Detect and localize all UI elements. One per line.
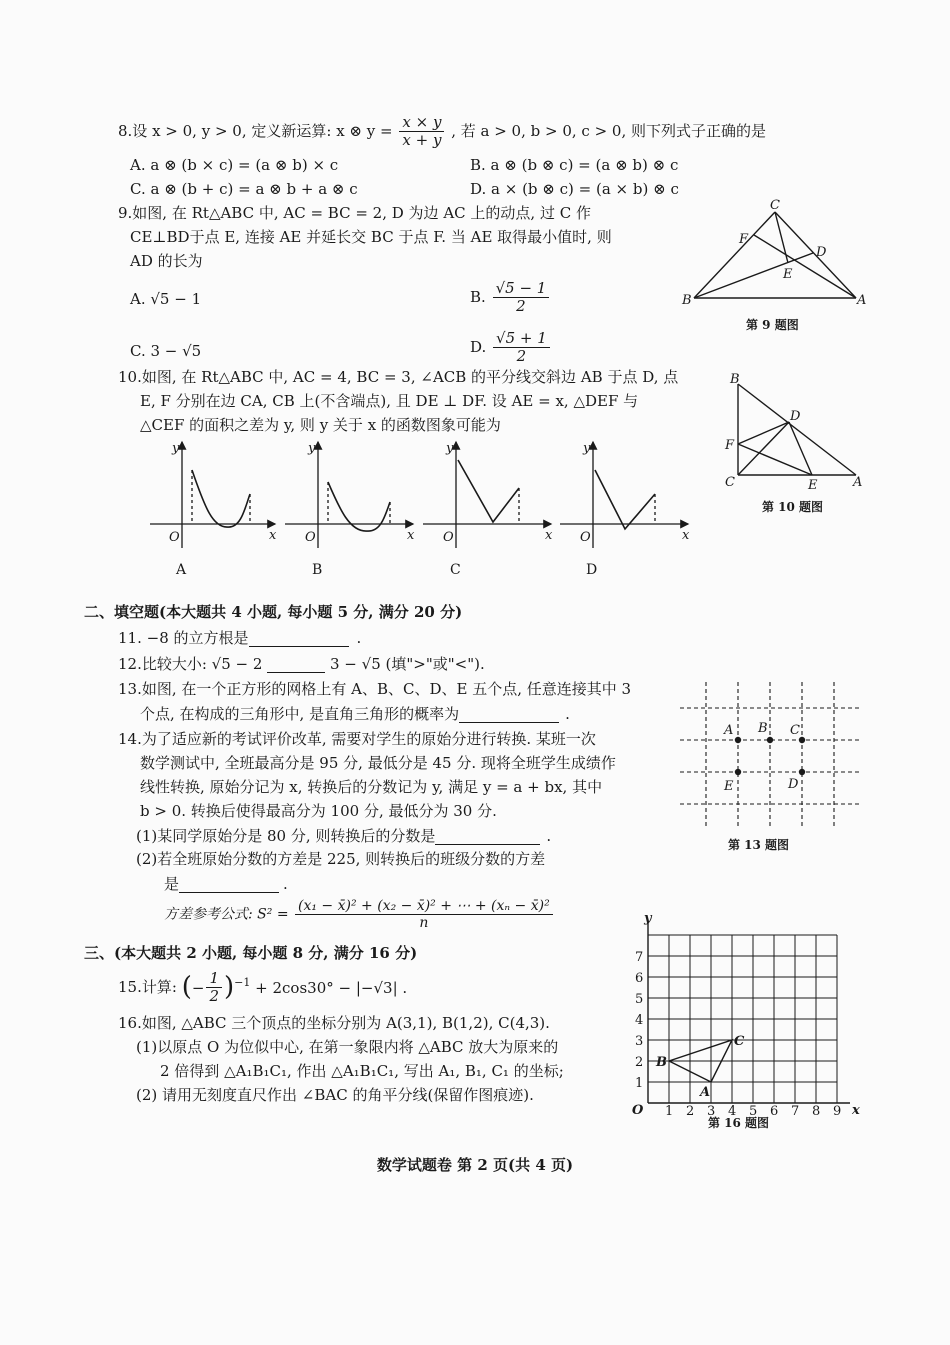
q9-figure xyxy=(680,198,870,338)
q16-x-tick-6: 6 xyxy=(770,1104,779,1119)
q13-figure xyxy=(676,676,862,856)
q11 xyxy=(118,628,361,647)
q16-y-tick-2: 2 xyxy=(635,1055,644,1070)
q9-option-d-num: √5 + 1 xyxy=(493,330,550,348)
q10-graph-label-c: C xyxy=(450,562,461,578)
q10b-origin: O xyxy=(305,530,316,545)
q13-label-a: A xyxy=(724,723,734,738)
q12-post: 3 − √5 (填">"或"<"). xyxy=(330,655,485,673)
q15-num: 1 xyxy=(206,970,222,988)
q9-line-bc xyxy=(694,212,775,298)
q16-figure xyxy=(620,908,870,1130)
q10-label-f: F xyxy=(725,438,735,453)
q16-y-tick-1: 1 xyxy=(635,1076,644,1091)
q16-label-y: y xyxy=(644,911,652,926)
q16-y-tick-3: 3 xyxy=(635,1034,644,1049)
variance-formula-num: (x₁ − x̄)² + (x₂ − x̄)² + ⋯ + (xₙ − x̄)² xyxy=(295,898,553,915)
q8-option-c: C. a ⊗ (b + c) = a ⊗ b + a ⊗ c xyxy=(130,180,358,198)
q10-graph-label-a: A xyxy=(176,562,187,578)
q11-blank[interactable] xyxy=(249,628,349,647)
q15-fraction xyxy=(206,970,222,1006)
q9-option-d xyxy=(470,330,552,366)
q10-label-a: A xyxy=(853,475,863,490)
q14-line-2: 数学测试中, 全班最高分是 95 分, 最低分是 45 分. 现将全班学生成绩作 xyxy=(140,754,616,772)
q16-x-tick-2: 2 xyxy=(686,1104,695,1119)
q13-label-c: C xyxy=(790,723,800,738)
q9-option-b-den: 2 xyxy=(516,297,526,316)
q9-option-b-label: B. xyxy=(470,287,486,306)
q16-x-tick-9: 9 xyxy=(833,1104,842,1119)
q10-label-b: B xyxy=(730,372,740,387)
q10-figure xyxy=(722,370,872,520)
q10a-curve xyxy=(192,470,250,527)
q9-label-b: B xyxy=(682,293,692,308)
q14-sub-2-end: . xyxy=(283,875,288,893)
q10d-polyline xyxy=(595,470,655,529)
q13-line-1: 13.如图, 在一个正方形的网格上有 A、B、C、D、E 五个点, 任意连接其中 3 xyxy=(118,680,632,698)
q8-option-d: D. a × (b ⊗ c) = (a × b) ⊗ c xyxy=(470,180,679,198)
q10d-origin: O xyxy=(580,530,591,545)
q10-label-c: C xyxy=(725,475,735,490)
section2-title: 二、填空题(本大题共 4 小题, 每小题 5 分, 满分 20 分) xyxy=(84,603,463,621)
q9-label-a: A xyxy=(857,293,867,308)
q9-label-f: F xyxy=(739,232,749,247)
q8-frac-den: x + y xyxy=(402,131,442,150)
q9-label-e: E xyxy=(783,267,793,282)
q10-graphs xyxy=(145,436,705,581)
q15-minus: − xyxy=(191,978,205,997)
q16-y-tick-7: 7 xyxy=(635,950,644,965)
q10-line-cd xyxy=(738,422,789,475)
q16-y-tick-6: 6 xyxy=(635,971,644,986)
q16-label-b: B xyxy=(656,1055,667,1070)
q15 xyxy=(118,970,407,1006)
q10c-origin: O xyxy=(443,530,454,545)
page-footer: 数学试题卷 第 2 页(共 4 页) xyxy=(376,1156,574,1174)
q9-option-a: A. √5 − 1 xyxy=(130,290,202,308)
q16-grid xyxy=(648,935,837,1103)
q9-option-b xyxy=(470,280,551,316)
variance-formula-fraction xyxy=(295,898,553,931)
q9-option-d-label: D. xyxy=(470,337,487,356)
q16-label-a: A xyxy=(700,1085,711,1100)
q10b-x-label: x xyxy=(407,528,415,543)
q16-label-o: O xyxy=(632,1103,644,1118)
q13-blank[interactable] xyxy=(459,704,559,723)
q13-label-e: E xyxy=(724,779,734,794)
q14-sub-1-end: . xyxy=(546,827,552,845)
q10d-x-label: x xyxy=(682,528,690,543)
q16-x-tick-8: 8 xyxy=(812,1104,821,1119)
q15-paren-close: ) xyxy=(223,972,235,1003)
q14-sub-2-blank[interactable] xyxy=(179,874,279,893)
q10-graph-label-d: D xyxy=(586,562,598,578)
section3-title: 三、(本大题共 2 小题, 每小题 8 分, 满分 16 分) xyxy=(84,944,418,962)
q14-sub-1 xyxy=(136,826,551,845)
variance-formula-den: n xyxy=(419,915,429,932)
q8-option-a: A. a ⊗ (b × c) = (a ⊗ b) × c xyxy=(130,156,339,174)
q10-line-3: △CEF 的面积之差为 y, 则 y 关于 x 的函数图象可能为 xyxy=(140,416,501,434)
q10c-y-label: y xyxy=(446,441,454,456)
q16-label-x: x xyxy=(852,1103,860,1118)
q9-label-d: D xyxy=(816,245,827,260)
q16-line-1: 16.如图, △ABC 三个顶点的坐标分别为 A(3,1), B(1,2), C(4,3). xyxy=(118,1014,550,1032)
q16-sub-1b: 2 倍得到 △A₁B₁C₁, 作出 △A₁B₁C₁, 写出 A₁, B₁, C₁ 的坐标; xyxy=(160,1062,564,1080)
q16-y-tick-4: 4 xyxy=(635,1013,644,1028)
q10-line-df xyxy=(738,422,789,444)
q14-sub-1-blank[interactable] xyxy=(435,826,540,845)
q9-option-b-fraction xyxy=(493,280,550,316)
q10-caption: 第 10 题图 xyxy=(762,500,824,514)
q14-sub-2b-text: 是 xyxy=(164,875,180,893)
q16-x-tick-5: 5 xyxy=(749,1104,758,1119)
q14-line-4: b > 0. 转换后使得最高分为 100 分, 最低分为 30 分. xyxy=(140,802,497,820)
q16-y-ticks xyxy=(635,950,643,1091)
q15-den: 2 xyxy=(209,987,219,1006)
q9-line-1: 9.如图, 在 Rt△ABC 中, AC = BC = 2, D 为边 AC 上的动点, 过 C 作 xyxy=(118,204,591,222)
q13-caption: 第 13 题图 xyxy=(728,838,790,852)
q13-point-a xyxy=(735,737,741,743)
q11-text: 11. −8 的立方根是 xyxy=(118,629,249,647)
q10-line-1: 10.如图, 在 Rt△ABC 中, AC = 4, BC = 3, ∠ACB 的平分线交斜边 AB 于点 D, 点 xyxy=(118,368,679,386)
q10-line-ba xyxy=(738,384,856,475)
q11-end: . xyxy=(356,629,362,647)
q9-label-c: C xyxy=(770,198,780,213)
q8-fraction xyxy=(399,114,444,150)
q10d-y-label: y xyxy=(583,441,591,456)
q13-label-b: B xyxy=(758,721,768,736)
q9-option-b-num: √5 − 1 xyxy=(493,280,550,298)
q10-label-e: E xyxy=(808,478,818,493)
q10a-x-label: x xyxy=(269,528,277,543)
q13-point-d xyxy=(799,769,805,775)
q14-line-3: 线性转换, 原始分记为 x, 转换后的分数记为 y, 满足 y = a + bx, 其中 xyxy=(140,778,603,796)
q8-option-b: B. a ⊗ (b ⊗ c) = (a ⊗ b) ⊗ c xyxy=(470,156,679,174)
q15-exponent: −1 xyxy=(234,975,251,989)
q16-x-tick-7: 7 xyxy=(791,1104,800,1119)
q16-x-tick-1: 1 xyxy=(665,1104,674,1119)
q14-sub-2: (2)若全班原始分数的方差是 225, 则转换后的班级分数的方差 xyxy=(136,850,546,868)
q13-end: . xyxy=(565,705,570,723)
q13-line-2 xyxy=(140,704,570,723)
q10-line-2: E, F 分别在边 CA, CB 上(不含端点), 且 DE ⊥ DF. 设 AE = x, △DEF 与 xyxy=(140,392,639,410)
q10c-polyline xyxy=(458,460,519,522)
q12-blank[interactable] xyxy=(267,654,325,673)
q16-x-tick-3: 3 xyxy=(707,1104,716,1119)
q9-line-2: CE⊥BD于点 E, 连接 AE 并延长交 BC 于点 F. 当 AE 取得最小值时, 则 xyxy=(130,228,612,246)
q10a-y-label: y xyxy=(172,441,180,456)
q8-stem-post: , 若 a > 0, b > 0, c > 0, 则下列式子正确的是 xyxy=(451,121,767,140)
q16-y-tick-5: 5 xyxy=(635,992,644,1007)
q8-frac-num: x × y xyxy=(399,114,444,132)
q9-caption: 第 9 题图 xyxy=(746,318,799,332)
q8-stem-pre: 8.设 x > 0, y > 0, 定义新运算: x ⊗ y = xyxy=(118,121,393,140)
q16-x-tick-4: 4 xyxy=(728,1104,737,1119)
variance-formula xyxy=(164,898,555,931)
q12-pre: 12.比较大小: √5 − 2 xyxy=(118,655,263,673)
q16-sub-2: (2) 请用无刻度直尺作出 ∠BAC 的角平分线(保留作图痕迹). xyxy=(136,1086,534,1104)
q10b-y-label: y xyxy=(308,441,316,456)
q15-paren-open: ( xyxy=(181,972,192,1003)
q16-sub-1a: (1)以原点 O 为位似中心, 在第一象限内将 △ABC 放大为原来的 xyxy=(136,1038,559,1056)
q8-stem xyxy=(118,114,766,150)
q16-caption: 第 16 题图 xyxy=(708,1116,770,1130)
q14-line-1: 14.为了适应新的考试评价改革, 需要对学生的原始分进行转换. 某班一次 xyxy=(118,730,596,748)
q12 xyxy=(118,654,485,673)
q9-option-d-den: 2 xyxy=(516,347,527,366)
q9-option-d-fraction xyxy=(493,330,550,366)
q9-line-3: AD 的长为 xyxy=(130,252,203,270)
q16-label-c: C xyxy=(734,1034,745,1049)
q13-point-e xyxy=(735,769,741,775)
q9-option-c: C. 3 − √5 xyxy=(130,342,202,360)
q10c-x-label: x xyxy=(545,528,553,543)
q13-line-2-text: 个点, 在构成的三角形中, 是直角三角形的概率为 xyxy=(140,705,460,723)
variance-formula-pre: 方差参考公式: S² = xyxy=(164,906,289,923)
q13-point-b xyxy=(767,737,773,743)
q14-sub-1-text: (1)某同学原始分是 80 分, 则转换后的分数是 xyxy=(136,827,436,845)
q14-sub-2b xyxy=(164,874,288,893)
q10-label-d: D xyxy=(790,409,801,424)
q13-label-d: D xyxy=(788,777,799,792)
q10-graph-label-b: B xyxy=(312,562,323,578)
q15-pre: 15.计算: xyxy=(118,977,177,996)
q15-post: + 2cos30° − |−√3| . xyxy=(255,978,408,997)
q10a-origin: O xyxy=(169,530,180,545)
